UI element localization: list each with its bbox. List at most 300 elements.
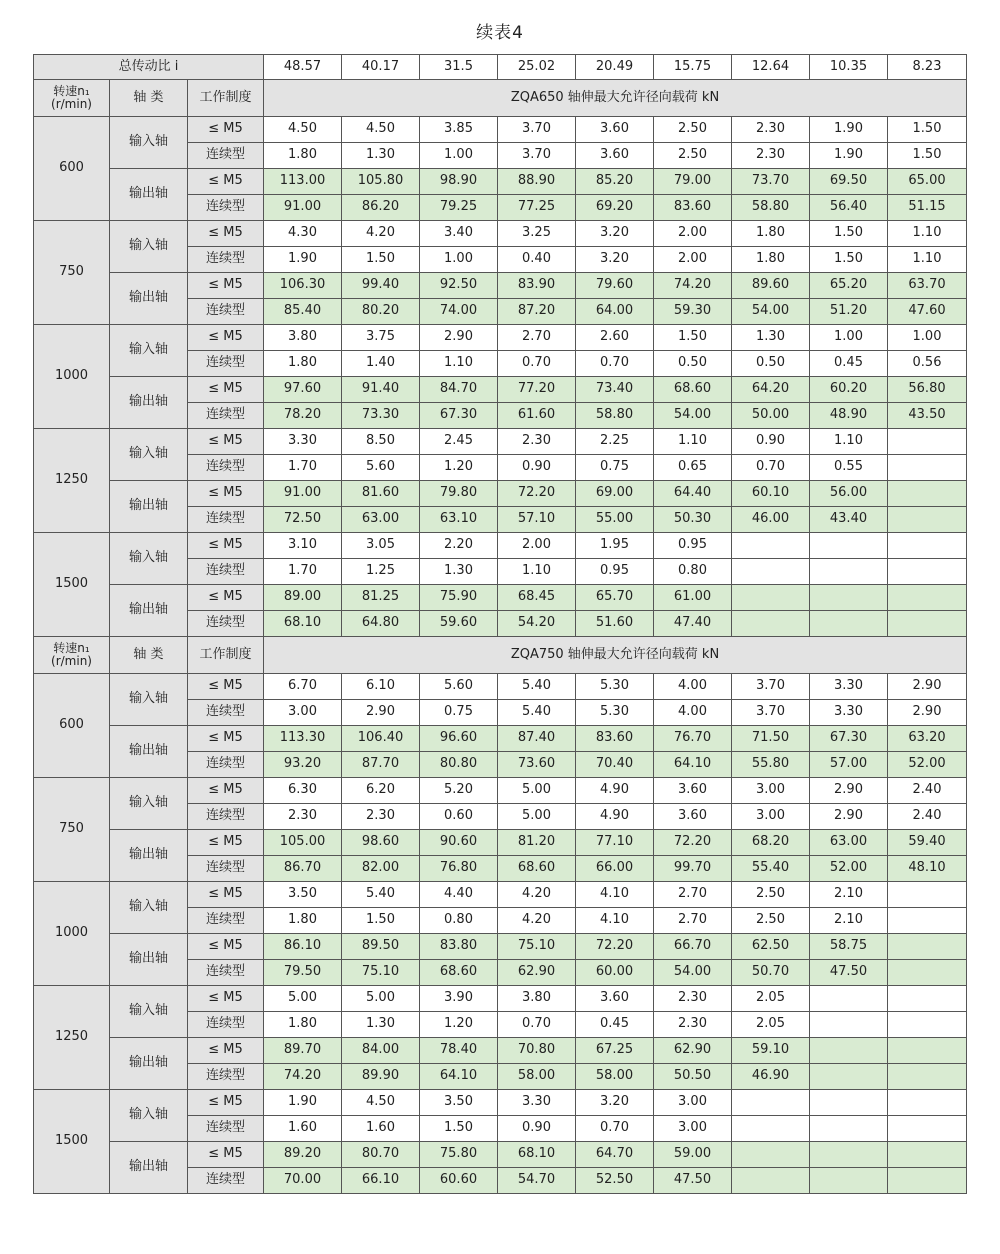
- value-cell: 1.50: [342, 908, 420, 934]
- value-cell: 2.30: [654, 1012, 732, 1038]
- value-cell: [732, 611, 810, 637]
- duty-cell: 连续型: [188, 611, 264, 637]
- value-cell: 2.10: [810, 882, 888, 908]
- value-cell: 3.25: [498, 221, 576, 247]
- value-cell: 79.60: [576, 273, 654, 299]
- value-cell: 3.80: [498, 986, 576, 1012]
- value-cell: 2.00: [654, 247, 732, 273]
- value-cell: 3.00: [654, 1090, 732, 1116]
- ratio-cell: 25.02: [498, 55, 576, 80]
- value-cell: 85.40: [264, 299, 342, 325]
- value-cell: 3.30: [498, 1090, 576, 1116]
- value-cell: 106.40: [342, 726, 420, 752]
- value-cell: 87.40: [498, 726, 576, 752]
- value-cell: 1.40: [342, 351, 420, 377]
- value-cell: 61.60: [498, 403, 576, 429]
- speed-cell: 600: [34, 117, 110, 221]
- value-cell: 97.60: [264, 377, 342, 403]
- value-cell: 6.10: [342, 674, 420, 700]
- value-cell: 68.20: [732, 830, 810, 856]
- value-cell: 4.40: [420, 882, 498, 908]
- duty-cell: ≤ M5: [188, 726, 264, 752]
- value-cell: 0.90: [498, 455, 576, 481]
- value-cell: 52.50: [576, 1168, 654, 1194]
- value-cell: [888, 1012, 967, 1038]
- value-cell: 2.40: [888, 804, 967, 830]
- value-cell: [888, 559, 967, 585]
- value-cell: 56.80: [888, 377, 967, 403]
- value-cell: 47.60: [888, 299, 967, 325]
- shaft-cell: 输入轴: [110, 429, 188, 481]
- table-row: [34, 377, 967, 403]
- value-cell: 57.00: [810, 752, 888, 778]
- value-cell: [732, 1142, 810, 1168]
- value-cell: 52.00: [810, 856, 888, 882]
- value-cell: 5.60: [342, 455, 420, 481]
- value-cell: [732, 1116, 810, 1142]
- value-cell: 1.10: [498, 559, 576, 585]
- value-cell: 89.00: [264, 585, 342, 611]
- value-cell: 3.30: [810, 674, 888, 700]
- value-cell: 3.20: [576, 1090, 654, 1116]
- value-cell: 2.00: [654, 221, 732, 247]
- shaft-cell: 输出轴: [110, 830, 188, 882]
- value-cell: 3.20: [576, 221, 654, 247]
- value-cell: 65.20: [810, 273, 888, 299]
- duty-cell: ≤ M5: [188, 778, 264, 804]
- table-row: [34, 325, 967, 351]
- shaft-cell: 输入轴: [110, 221, 188, 273]
- value-cell: 2.30: [654, 986, 732, 1012]
- value-cell: 60.10: [732, 481, 810, 507]
- value-cell: 0.95: [654, 533, 732, 559]
- value-cell: 2.40: [888, 778, 967, 804]
- value-cell: [888, 585, 967, 611]
- value-cell: 47.40: [654, 611, 732, 637]
- value-cell: 2.90: [342, 700, 420, 726]
- duty-cell: ≤ M5: [188, 1038, 264, 1064]
- value-cell: 58.00: [576, 1064, 654, 1090]
- value-cell: 1.80: [264, 1012, 342, 1038]
- value-cell: 3.30: [810, 700, 888, 726]
- value-cell: 0.70: [732, 455, 810, 481]
- duty-cell: ≤ M5: [188, 986, 264, 1012]
- value-cell: 63.10: [420, 507, 498, 533]
- value-cell: 58.00: [498, 1064, 576, 1090]
- value-cell: 2.90: [810, 804, 888, 830]
- speed-cell: 750: [34, 778, 110, 882]
- duty-cell: ≤ M5: [188, 674, 264, 700]
- duty-cell: 连续型: [188, 559, 264, 585]
- duty-cell: ≤ M5: [188, 585, 264, 611]
- shaft-cell: 输出轴: [110, 1142, 188, 1194]
- value-cell: 50.00: [732, 403, 810, 429]
- value-cell: 0.50: [732, 351, 810, 377]
- value-cell: 89.90: [342, 1064, 420, 1090]
- ratio-cell: 8.23: [888, 55, 967, 80]
- value-cell: 0.70: [498, 1012, 576, 1038]
- value-cell: 64.40: [654, 481, 732, 507]
- value-cell: 0.56: [888, 351, 967, 377]
- speed-header-line2: (r/min): [51, 654, 92, 668]
- value-cell: 84.70: [420, 377, 498, 403]
- value-cell: 3.60: [576, 143, 654, 169]
- value-cell: 5.00: [342, 986, 420, 1012]
- shaft-cell: 输出轴: [110, 481, 188, 533]
- value-cell: 55.80: [732, 752, 810, 778]
- value-cell: 50.70: [732, 960, 810, 986]
- value-cell: 65.70: [576, 585, 654, 611]
- value-cell: 5.40: [498, 700, 576, 726]
- value-cell: 2.05: [732, 986, 810, 1012]
- duty-cell: 连续型: [188, 403, 264, 429]
- value-cell: 1.50: [810, 221, 888, 247]
- value-cell: 0.50: [654, 351, 732, 377]
- value-cell: 83.60: [576, 726, 654, 752]
- value-cell: 43.50: [888, 403, 967, 429]
- value-cell: 1.10: [420, 351, 498, 377]
- value-cell: 64.10: [654, 752, 732, 778]
- value-cell: [888, 908, 967, 934]
- value-cell: [888, 533, 967, 559]
- value-cell: 86.70: [264, 856, 342, 882]
- value-cell: 47.50: [654, 1168, 732, 1194]
- table-row: [34, 429, 967, 455]
- value-cell: 1.00: [420, 143, 498, 169]
- table-row: [34, 585, 967, 611]
- value-cell: 0.45: [810, 351, 888, 377]
- shaft-cell: 输出轴: [110, 169, 188, 221]
- value-cell: [888, 986, 967, 1012]
- value-cell: 1.50: [810, 247, 888, 273]
- ratio-label: 总传动比 i: [34, 55, 264, 80]
- duty-cell: 连续型: [188, 908, 264, 934]
- value-cell: 2.30: [732, 143, 810, 169]
- speed-cell: 1000: [34, 882, 110, 986]
- value-cell: 54.20: [498, 611, 576, 637]
- value-cell: 0.95: [576, 559, 654, 585]
- value-cell: 92.50: [420, 273, 498, 299]
- value-cell: [810, 1012, 888, 1038]
- value-cell: 0.60: [420, 804, 498, 830]
- value-cell: 4.50: [264, 117, 342, 143]
- duty-cell: 连续型: [188, 960, 264, 986]
- speed-cell: 1500: [34, 533, 110, 637]
- value-cell: 1.80: [732, 221, 810, 247]
- value-cell: 66.00: [576, 856, 654, 882]
- ratio-cell: 15.75: [654, 55, 732, 80]
- value-cell: 54.70: [498, 1168, 576, 1194]
- value-cell: 1.00: [420, 247, 498, 273]
- value-cell: 1.90: [264, 247, 342, 273]
- table-row: [34, 830, 967, 856]
- value-cell: 3.00: [264, 700, 342, 726]
- shaft-cell: 输入轴: [110, 117, 188, 169]
- value-cell: 2.50: [654, 143, 732, 169]
- shaft-cell: 输出轴: [110, 1038, 188, 1090]
- value-cell: 2.30: [498, 429, 576, 455]
- value-cell: 77.20: [498, 377, 576, 403]
- value-cell: 69.00: [576, 481, 654, 507]
- table-row: [34, 533, 967, 559]
- table-row: [34, 986, 967, 1012]
- value-cell: 0.75: [576, 455, 654, 481]
- value-cell: 3.30: [264, 429, 342, 455]
- shaft-cell: 输入轴: [110, 533, 188, 585]
- shaft-cell: 输入轴: [110, 986, 188, 1038]
- ratio-cell: 20.49: [576, 55, 654, 80]
- value-cell: 67.25: [576, 1038, 654, 1064]
- value-cell: 80.70: [342, 1142, 420, 1168]
- ratio-cell: 48.57: [264, 55, 342, 80]
- value-cell: 3.20: [576, 247, 654, 273]
- value-cell: 86.10: [264, 934, 342, 960]
- duty-cell: ≤ M5: [188, 377, 264, 403]
- shaft-cell: 输入轴: [110, 1090, 188, 1142]
- value-cell: 2.60: [576, 325, 654, 351]
- value-cell: 1.50: [420, 1116, 498, 1142]
- duty-cell: 连续型: [188, 143, 264, 169]
- duty-cell: ≤ M5: [188, 882, 264, 908]
- section-header-row: [34, 637, 967, 674]
- value-cell: 71.50: [732, 726, 810, 752]
- table-row: [34, 169, 967, 195]
- value-cell: 64.80: [342, 611, 420, 637]
- value-cell: 60.20: [810, 377, 888, 403]
- value-cell: 67.30: [810, 726, 888, 752]
- table-row: [34, 726, 967, 752]
- value-cell: 2.30: [342, 804, 420, 830]
- duty-cell: ≤ M5: [188, 169, 264, 195]
- value-cell: 0.90: [498, 1116, 576, 1142]
- value-cell: 0.80: [654, 559, 732, 585]
- section-title: ZQA750 轴伸最大允许径向载荷 kN: [264, 637, 967, 674]
- value-cell: 59.30: [654, 299, 732, 325]
- value-cell: 51.15: [888, 195, 967, 221]
- value-cell: 73.40: [576, 377, 654, 403]
- ratio-cell: 12.64: [732, 55, 810, 80]
- value-cell: 85.20: [576, 169, 654, 195]
- value-cell: 55.00: [576, 507, 654, 533]
- value-cell: 2.05: [732, 1012, 810, 1038]
- value-cell: 87.20: [498, 299, 576, 325]
- duty-cell: 连续型: [188, 856, 264, 882]
- value-cell: [888, 429, 967, 455]
- value-cell: 3.60: [576, 986, 654, 1012]
- duty-cell: ≤ M5: [188, 481, 264, 507]
- ratio-cell: 10.35: [810, 55, 888, 80]
- value-cell: 47.50: [810, 960, 888, 986]
- ratio-cell: 31.5: [420, 55, 498, 80]
- value-cell: 68.10: [264, 611, 342, 637]
- value-cell: 1.25: [342, 559, 420, 585]
- value-cell: 89.20: [264, 1142, 342, 1168]
- speed-header: [34, 637, 110, 674]
- value-cell: 64.20: [732, 377, 810, 403]
- value-cell: 56.00: [810, 481, 888, 507]
- value-cell: 50.50: [654, 1064, 732, 1090]
- value-cell: 2.50: [654, 117, 732, 143]
- value-cell: 51.20: [810, 299, 888, 325]
- value-cell: [888, 1116, 967, 1142]
- value-cell: 0.80: [420, 908, 498, 934]
- value-cell: 78.40: [420, 1038, 498, 1064]
- value-cell: 5.00: [498, 778, 576, 804]
- value-cell: 91.40: [342, 377, 420, 403]
- shaft-cell: 输入轴: [110, 882, 188, 934]
- value-cell: 2.50: [732, 882, 810, 908]
- value-cell: 4.20: [498, 908, 576, 934]
- value-cell: 2.10: [810, 908, 888, 934]
- value-cell: 64.10: [420, 1064, 498, 1090]
- value-cell: [810, 1090, 888, 1116]
- value-cell: 76.80: [420, 856, 498, 882]
- value-cell: [888, 960, 967, 986]
- table-body: [34, 55, 967, 1194]
- value-cell: 74.00: [420, 299, 498, 325]
- value-cell: 75.80: [420, 1142, 498, 1168]
- value-cell: 88.90: [498, 169, 576, 195]
- value-cell: 5.40: [342, 882, 420, 908]
- value-cell: 113.00: [264, 169, 342, 195]
- value-cell: 81.25: [342, 585, 420, 611]
- value-cell: 3.60: [654, 804, 732, 830]
- value-cell: 2.30: [264, 804, 342, 830]
- value-cell: 113.30: [264, 726, 342, 752]
- duty-cell: 连续型: [188, 700, 264, 726]
- shaft-cell: 输出轴: [110, 377, 188, 429]
- value-cell: 2.70: [654, 882, 732, 908]
- value-cell: 1.30: [342, 1012, 420, 1038]
- value-cell: 2.30: [732, 117, 810, 143]
- value-cell: 1.00: [888, 325, 967, 351]
- value-cell: 67.30: [420, 403, 498, 429]
- table-row: [34, 221, 967, 247]
- value-cell: 1.80: [264, 143, 342, 169]
- value-cell: 2.90: [888, 700, 967, 726]
- value-cell: 6.20: [342, 778, 420, 804]
- value-cell: 68.60: [654, 377, 732, 403]
- value-cell: 3.05: [342, 533, 420, 559]
- value-cell: 3.00: [732, 778, 810, 804]
- value-cell: 59.60: [420, 611, 498, 637]
- value-cell: 60.00: [576, 960, 654, 986]
- value-cell: 63.20: [888, 726, 967, 752]
- ratio-cell: 40.17: [342, 55, 420, 80]
- value-cell: 56.40: [810, 195, 888, 221]
- value-cell: [810, 1142, 888, 1168]
- value-cell: 63.70: [888, 273, 967, 299]
- value-cell: [810, 1038, 888, 1064]
- value-cell: 73.60: [498, 752, 576, 778]
- value-cell: 5.60: [420, 674, 498, 700]
- value-cell: [888, 1064, 967, 1090]
- value-cell: 0.45: [576, 1012, 654, 1038]
- speed-header: [34, 80, 110, 117]
- duty-cell: 连续型: [188, 804, 264, 830]
- speed-cell: 1500: [34, 1090, 110, 1194]
- value-cell: 3.70: [498, 117, 576, 143]
- value-cell: 83.80: [420, 934, 498, 960]
- value-cell: 2.70: [498, 325, 576, 351]
- value-cell: 6.30: [264, 778, 342, 804]
- value-cell: [888, 507, 967, 533]
- duty-cell: ≤ M5: [188, 273, 264, 299]
- value-cell: 80.80: [420, 752, 498, 778]
- value-cell: 0.40: [498, 247, 576, 273]
- value-cell: [888, 611, 967, 637]
- speed-cell: 750: [34, 221, 110, 325]
- shaft-type-header: 轴 类: [110, 80, 188, 117]
- table-row: [34, 481, 967, 507]
- value-cell: 5.30: [576, 700, 654, 726]
- value-cell: 2.90: [420, 325, 498, 351]
- value-cell: 1.30: [420, 559, 498, 585]
- value-cell: 65.00: [888, 169, 967, 195]
- value-cell: 46.00: [732, 507, 810, 533]
- speed-cell: 1250: [34, 429, 110, 533]
- speed-cell: 1000: [34, 325, 110, 429]
- value-cell: [732, 1168, 810, 1194]
- speed-header-line1: 转速n₁: [53, 83, 90, 98]
- value-cell: 8.50: [342, 429, 420, 455]
- value-cell: 0.70: [576, 351, 654, 377]
- table-row: [34, 1090, 967, 1116]
- value-cell: 75.10: [342, 960, 420, 986]
- value-cell: [888, 1038, 967, 1064]
- value-cell: 84.00: [342, 1038, 420, 1064]
- value-cell: 1.20: [420, 455, 498, 481]
- value-cell: 1.30: [732, 325, 810, 351]
- duty-cell: ≤ M5: [188, 1090, 264, 1116]
- value-cell: 72.20: [654, 830, 732, 856]
- value-cell: 79.50: [264, 960, 342, 986]
- value-cell: 6.70: [264, 674, 342, 700]
- value-cell: 75.90: [420, 585, 498, 611]
- value-cell: 98.90: [420, 169, 498, 195]
- value-cell: 70.00: [264, 1168, 342, 1194]
- value-cell: [810, 1116, 888, 1142]
- value-cell: 1.50: [888, 117, 967, 143]
- value-cell: 0.75: [420, 700, 498, 726]
- value-cell: 3.10: [264, 533, 342, 559]
- ratio-row: [34, 55, 967, 80]
- value-cell: 1.10: [888, 221, 967, 247]
- page-caption: 续表4: [476, 23, 524, 43]
- value-cell: 1.30: [342, 143, 420, 169]
- value-cell: 1.90: [810, 143, 888, 169]
- value-cell: 0.70: [498, 351, 576, 377]
- value-cell: 46.90: [732, 1064, 810, 1090]
- value-cell: 3.90: [420, 986, 498, 1012]
- value-cell: 64.70: [576, 1142, 654, 1168]
- value-cell: 3.00: [732, 804, 810, 830]
- value-cell: 54.00: [654, 960, 732, 986]
- value-cell: 74.20: [654, 273, 732, 299]
- value-cell: 1.50: [888, 143, 967, 169]
- shaft-type-header: 轴 类: [110, 637, 188, 674]
- duty-cell: 连续型: [188, 351, 264, 377]
- value-cell: 61.00: [654, 585, 732, 611]
- value-cell: 3.85: [420, 117, 498, 143]
- speed-cell: 600: [34, 674, 110, 778]
- value-cell: 3.70: [732, 700, 810, 726]
- value-cell: 59.10: [732, 1038, 810, 1064]
- table-row: [34, 674, 967, 700]
- value-cell: 68.10: [498, 1142, 576, 1168]
- value-cell: 3.80: [264, 325, 342, 351]
- value-cell: 68.60: [498, 856, 576, 882]
